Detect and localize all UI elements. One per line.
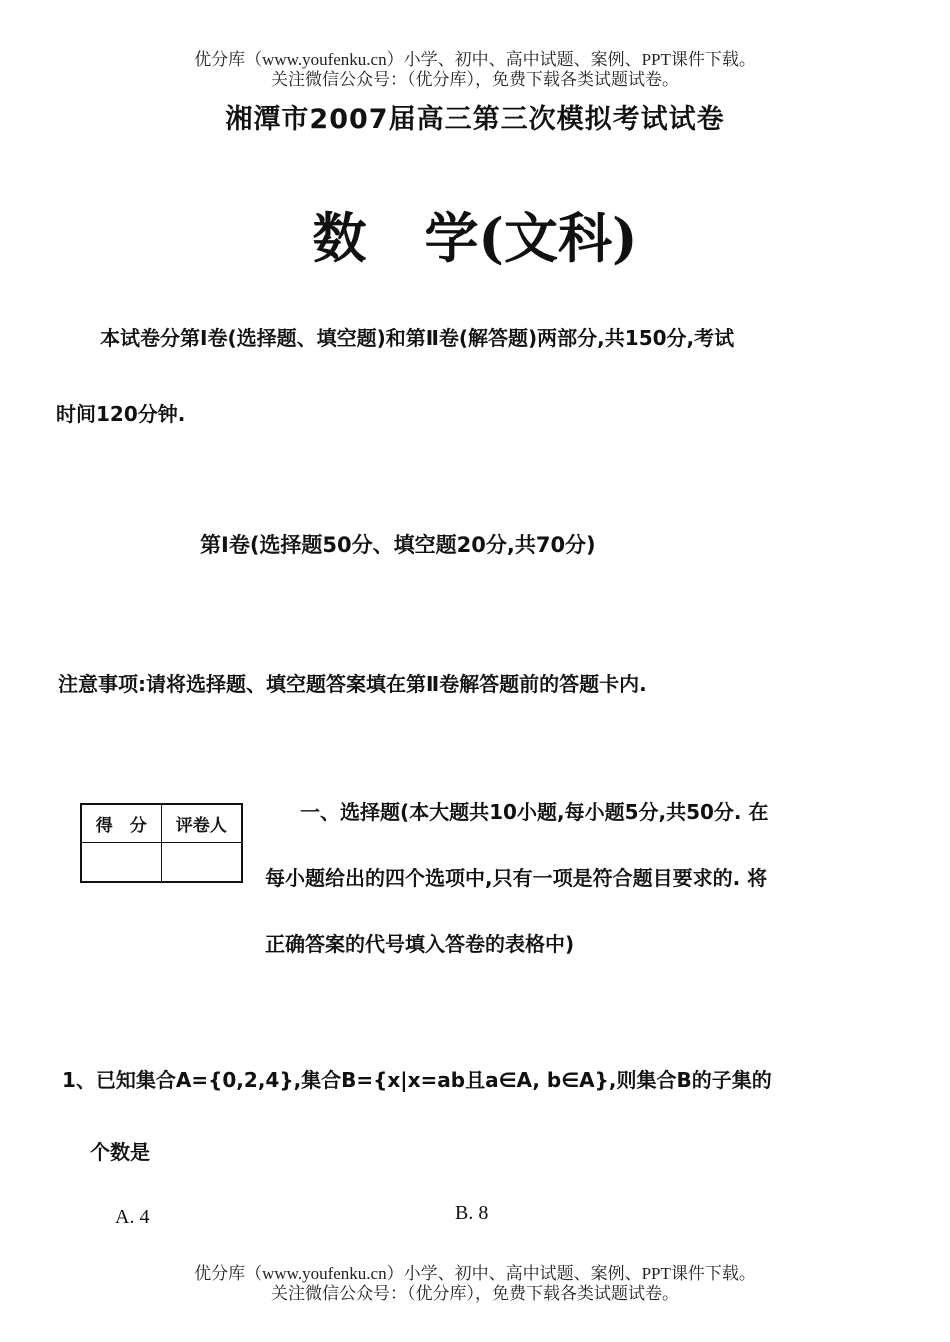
exam-title: 湘潭市2007届高三第三次模拟考试试卷 xyxy=(225,104,725,135)
section1-line-1: 一、选择题(本大题共10小题,每小题5分,共50分. 在 xyxy=(300,800,769,824)
question-1-option-b: B. 8 xyxy=(455,1202,489,1224)
intro-line-2: 时间120分钟. xyxy=(56,402,186,426)
grader-header: 评卷人 xyxy=(162,805,242,843)
score-header: 得 分 xyxy=(82,805,162,843)
question-1-text: 1、已知集合A={0,2,4},集合B={x|x=ab且a∈A, b∈A},则集合B的子集的 xyxy=(62,1068,772,1092)
watermark-footer-line-2: 关注微信公众号：（优分库），免费下载各类试题试卷。 xyxy=(271,1284,679,1303)
section1-line-2: 每小题给出的四个选项中,只有一项是符合题目要求的. 将 xyxy=(265,866,768,890)
question-1-text-cont: 个数是 xyxy=(90,1140,150,1164)
watermark-line-2: 关注微信公众号：（优分库），免费下载各类试题试卷。 xyxy=(271,70,679,89)
score-cell xyxy=(82,843,162,881)
watermark-footer xyxy=(0,1264,950,1304)
grader-cell xyxy=(162,843,242,881)
part1-heading: 第Ⅰ卷(选择题50分、填空题20分,共70分) xyxy=(200,533,596,557)
intro-line-1: 本试卷分第Ⅰ卷(选择题、填空题)和第Ⅱ卷(解答题)两部分,共150分,考试 xyxy=(100,326,735,350)
subject-part-2: 学(文科) xyxy=(424,206,638,270)
watermark-footer-line-1: 优分库（www.youfenku.cn）小学、初中、高中试题、案例、PPT课件下载。 xyxy=(194,1264,756,1283)
score-table xyxy=(80,803,243,883)
notice-text: 注意事项:请将选择题、填空题答案填在第Ⅱ卷解答题前的答题卡内. xyxy=(58,672,647,696)
subject-part-1: 数 xyxy=(312,206,367,270)
question-1-option-a: A. 4 xyxy=(115,1206,150,1228)
watermark-line-1: 优分库（www.youfenku.cn）小学、初中、高中试题、案例、PPT课件下载。 xyxy=(194,50,756,69)
watermark-header xyxy=(0,50,950,90)
subject-title xyxy=(0,196,950,273)
section1-line-3: 正确答案的代号填入答卷的表格中) xyxy=(265,932,575,956)
